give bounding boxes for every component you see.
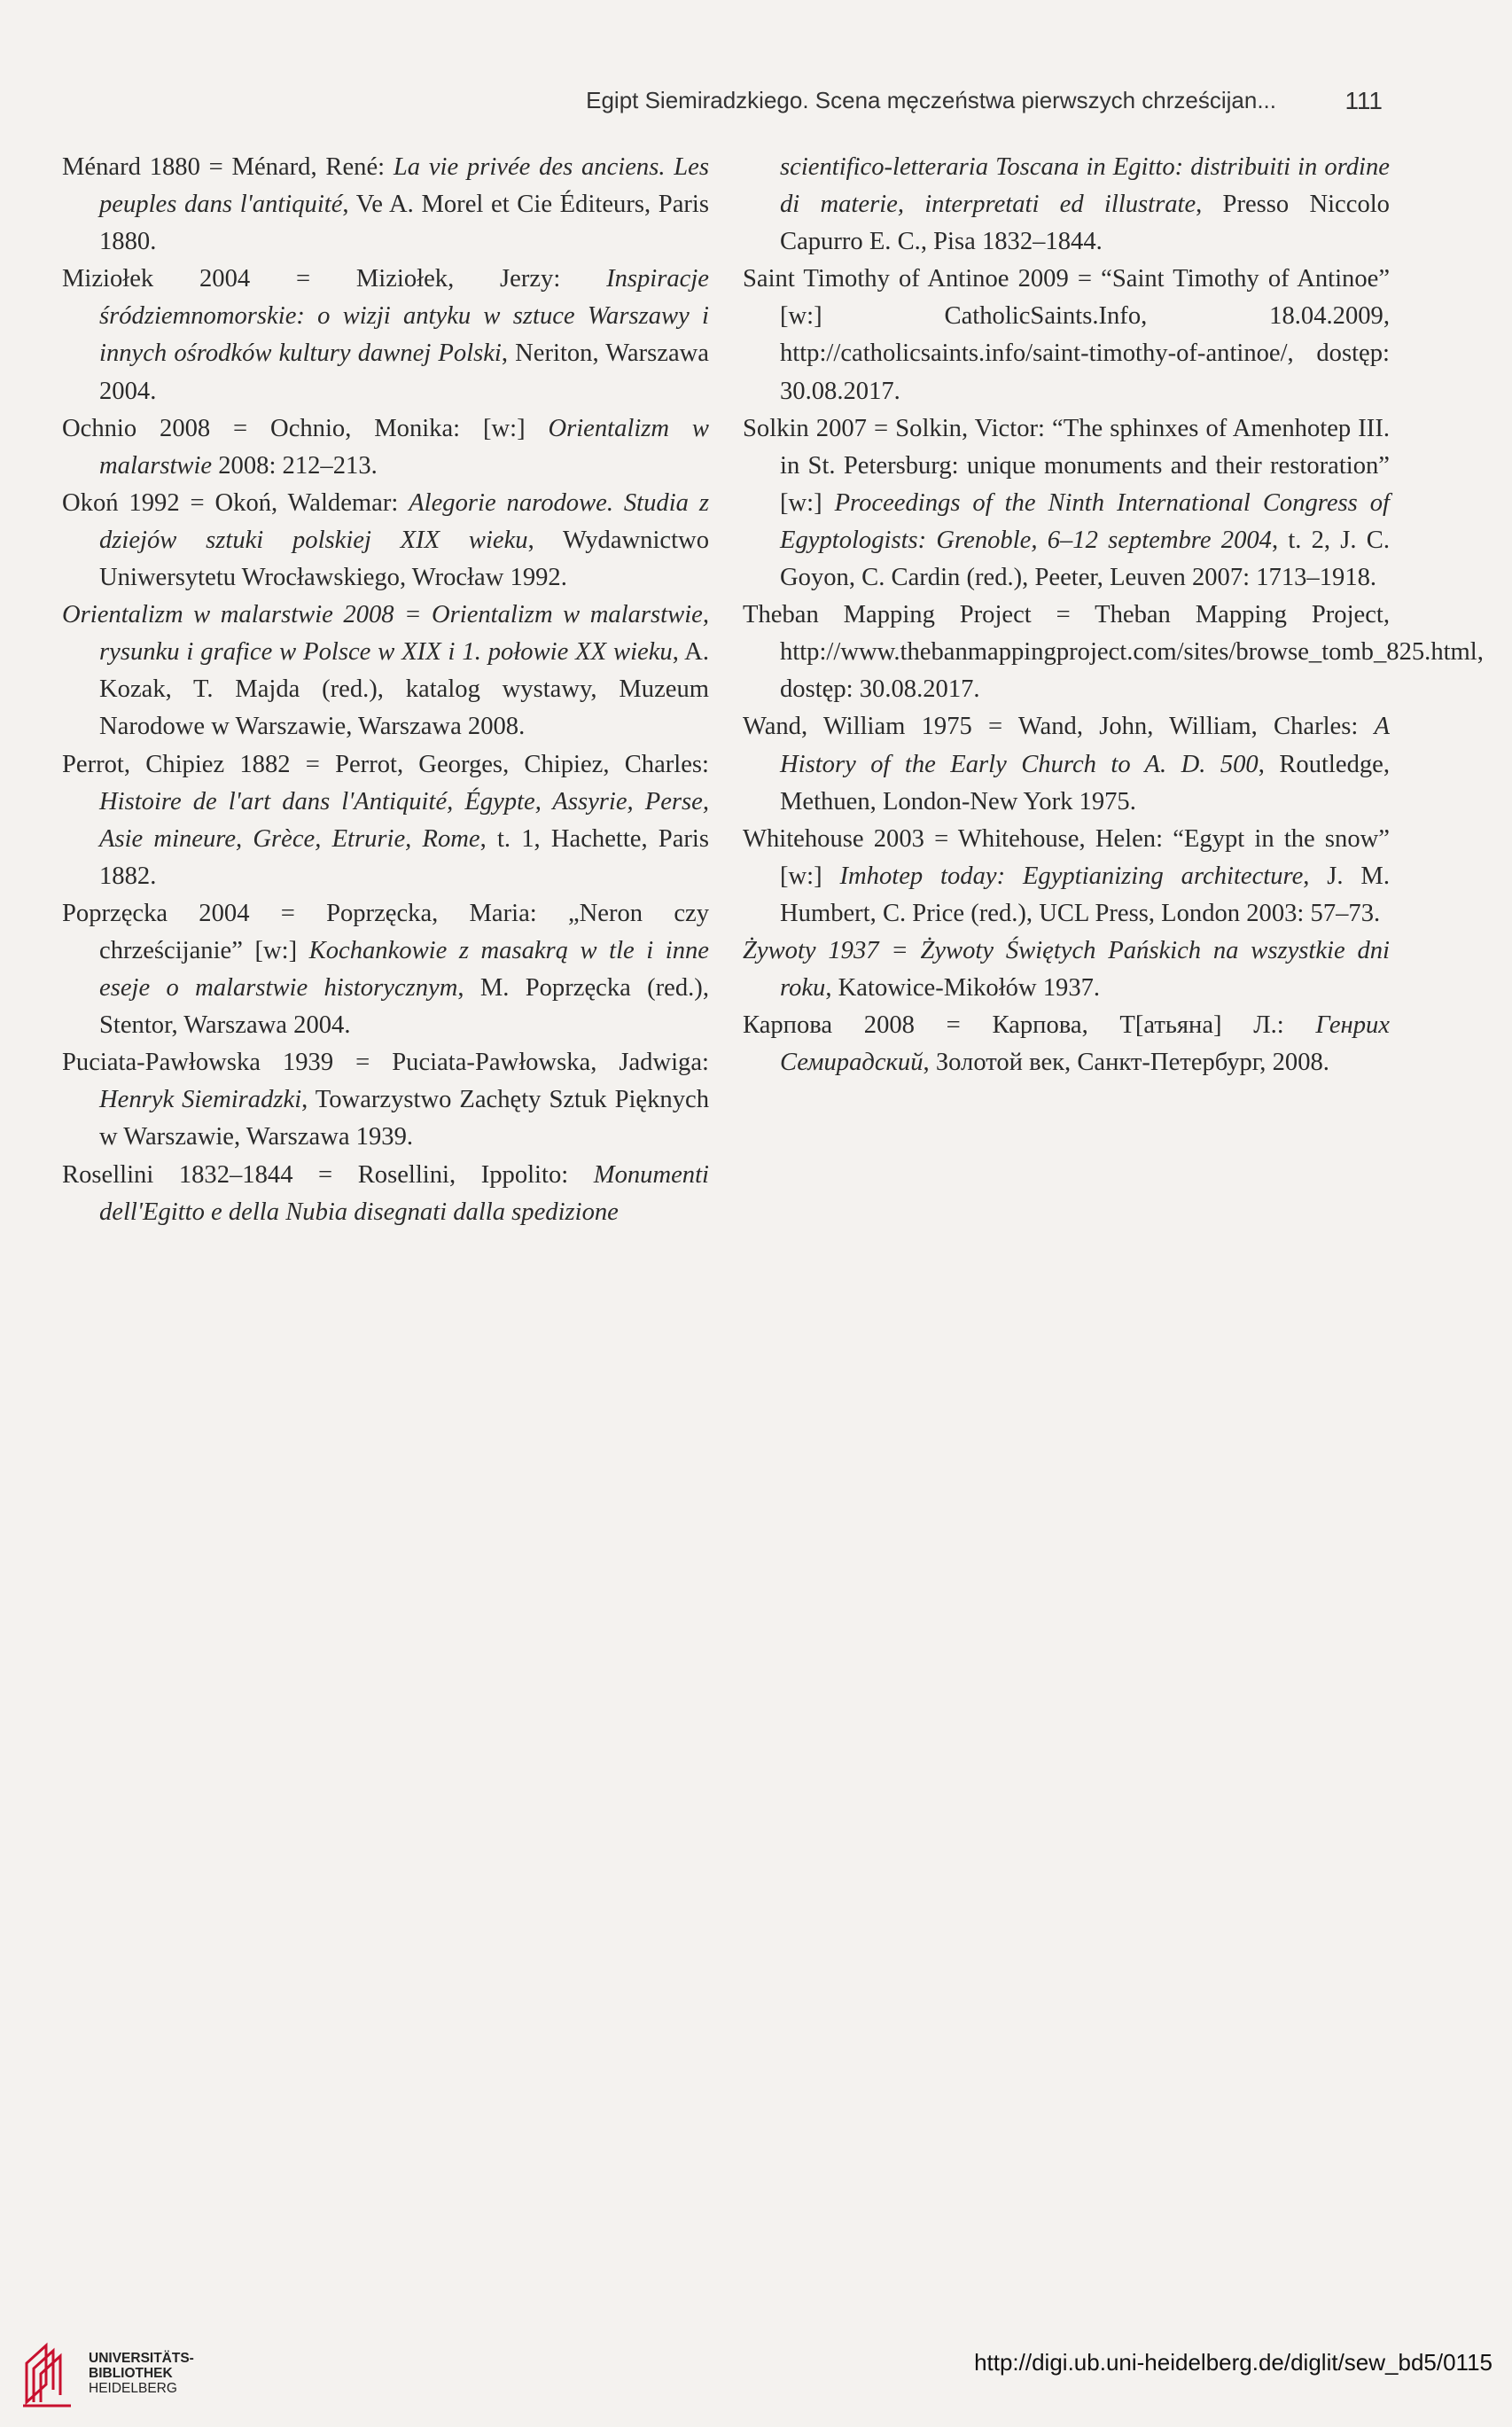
entry-title: Proceedings of the Ninth International Congress of Egyptologists: Grenoble, 6–12 septembre 2004 [780, 488, 1390, 554]
bibliography-entry [743, 410, 1390, 597]
entry-post: , Золотой век, Санкт-Петербург, 2008. [923, 1049, 1329, 1077]
running-title: Egipt Siemiradzkiego. Scena męczeństwa pierwszych chrześcijan... [586, 87, 1276, 113]
entry-pre: Solkin, Victor: “The sphinxes of Amenhotep III. in St. Petersburg: unique monuments and their restoration” [w:] [780, 414, 1390, 517]
logo-line-3: HEIDELBERG [89, 2381, 177, 2396]
entry-key: Okoń 1992 = [62, 488, 215, 517]
library-logo-icon [19, 2338, 82, 2409]
entry-pre: Miziołek, Jerzy: [355, 265, 607, 293]
entry-title: Orientalizm w malarstwie [99, 414, 709, 480]
entry-pre: Ochnio, Monika: [w:] [270, 414, 549, 442]
entry-pre: “Saint Timothy of Antinoe” [w:] CatholicSaints.Info, 18.04.2009, http://catholicsaints.info/saint-timothy-of-antinoe/, dostęp: 30.08.2017. [780, 265, 1391, 405]
entry-title: La vie privée des anciens. Les peuples dans l'antiquité [99, 153, 709, 219]
bibliography-entry [743, 149, 1390, 261]
bibliography-entry [62, 1157, 709, 1231]
entry-key: Wand, William 1975 = [743, 713, 1018, 741]
entry-title: scientifico-letteraria Toscana in Egitto: distribuiti in ordine di materie, interpretati ed illustrate [780, 153, 1390, 219]
entry-pre: Карпова, Т[атьяна] Л.: [992, 1011, 1316, 1040]
source-url[interactable]: http://digi.ub.uni-heidelberg.de/diglit/sew_bd5/0115 [974, 2349, 1493, 2376]
bibliography-entry [743, 261, 1390, 410]
entry-key: Puciata-Pawłowska 1939 = [62, 1049, 393, 1077]
entry-post: , Towarzystwo Zachęty Sztuk Pięknych w Warszawie, Warszawa 1939. [99, 1086, 709, 1151]
bibliography-entry [743, 597, 1484, 708]
entry-pre: Perrot, Georges, Chipiez, Charles: [335, 750, 709, 778]
entry-title: Inspiracje śródziemnomorskie: o wizji antyku w sztuce Warszawy i innych ośrodków kultury dawnej Polski [99, 265, 710, 368]
entry-pre: Whitehouse, Helen: “Egypt in the snow” [w:] [780, 824, 1390, 890]
entry-title: Alegorie narodowe. Studia z dziejów sztuki polskiej XIX wieku [99, 488, 709, 554]
entry-post: , J. M. Humbert, C. Price (red.), UCL Press, London 2003: 57–73. [780, 862, 1390, 927]
bibliography-entry [62, 597, 709, 745]
entry-post: , Neriton, Warszawa 2004. [99, 339, 709, 405]
bibliography-entry [743, 821, 1390, 933]
bibliography-entry [62, 149, 709, 261]
entry-post: , Katowice-Mikołów 1937. [825, 974, 1101, 1003]
entry-post: , Ve A. Morel et Cie Éditeurs, Paris 1880. [99, 191, 709, 256]
entry-post: , t. 2, J. C. Goyon, C. Cardin (red.), Peeter, Leuven 2007: 1713–1918. [780, 526, 1391, 592]
bibliography-entry [62, 485, 709, 597]
entry-pre: Theban Mapping Project, http://www.thebanmappingproject.com/sites/browse_tomb_825.html, dostęp: 30.08.2017. [780, 601, 1484, 704]
bibliography-entry [743, 933, 1390, 1007]
bibliography-entry [62, 1044, 709, 1156]
entry-pre: Wand, John, William, Charles: [1017, 713, 1375, 741]
entry-key: Miziołek 2004 = [62, 265, 356, 293]
entry-pre: Poprzęcka, Maria: „Neron czy chrześcijanie” [w:] [99, 899, 709, 964]
entry-post: , M. Poprzęcka (red.), Stentor, Warszawa 2004. [99, 974, 709, 1040]
entry-post: , t. 1, Hachette, Paris 1882. [99, 824, 709, 890]
entry-key: Solkin 2007 = [743, 414, 896, 442]
library-logo [19, 2338, 250, 2409]
entry-title: Генрих Семирадский [780, 1011, 1390, 1077]
entry-post: 2008: 212–213. [212, 451, 378, 480]
entry-title: Kochankowie z masakrą w tle i inne eseje o malarstwie historycznym [99, 936, 709, 1003]
entry-key: Saint Timothy of Antinoe 2009 = [743, 265, 1102, 293]
entry-post: , A. Kozak, T. Majda (red.), katalog wystawy, Muzeum Narodowe w Warszawie, Warszawa 2008. [99, 638, 709, 741]
bibliography-entry [743, 1007, 1390, 1081]
entry-title: Orientalizm w malarstwie 2008 = Orientalizm w malarstwie, rysunku i grafice w Polsce w XIX i 1. połowie XX wieku [62, 601, 709, 667]
entry-post: , Routledge, Methuen, London-New York 1975. [780, 750, 1390, 816]
entry-title: Histoire de l'art dans l'Antiquité, Égypte, Assyrie, Perse, Asie mineure, Grèce, Etrurie, Rome [99, 787, 709, 853]
entry-pre: Rosellini, Ippolito: [357, 1160, 594, 1189]
entry-key: Rosellini 1832–1844 = [62, 1160, 358, 1189]
entry-key: Theban Mapping Project = [743, 601, 1095, 629]
entry-key: Карпова 2008 = [743, 1011, 993, 1040]
entry-key: Ménard 1880 = [62, 153, 232, 181]
entry-post: , Wydawnictwo Uniwersytetu Wrocławskiego, Wrocław 1992. [99, 526, 710, 592]
page-number: 111 [1344, 87, 1383, 114]
logo-line-1: UNIVERSITÄTS- [89, 2351, 194, 2366]
entry-pre: Ménard, René: [231, 153, 394, 181]
entry-title: Monumenti dell'Egitto e della Nubia disegnati dalla spedizione [99, 1160, 709, 1226]
bibliography-right-column [743, 149, 1484, 1081]
entry-title: A History of the Early Church to A. D. 500 [780, 713, 1390, 778]
entry-key: Ochnio 2008 = [62, 414, 271, 442]
bibliography-left-column [62, 149, 709, 1231]
logo-line-2: BIBLIOTHEK [89, 2366, 173, 2381]
entry-key: Poprzęcka 2004 = [62, 899, 327, 927]
entry-title: Imhotep today: Egyptianizing architecture [839, 862, 1304, 890]
bibliography-entry [743, 708, 1390, 820]
bibliography-entry [62, 746, 709, 895]
bibliography-entry [62, 895, 709, 1044]
entry-pre: Okoń, Waldemar: [214, 488, 409, 517]
entry-key: Whitehouse 2003 = [743, 824, 958, 853]
bibliography-entry [62, 261, 709, 410]
library-logo-text [89, 2351, 194, 2396]
entry-key: Perrot, Chipiez 1882 = [62, 750, 336, 778]
entry-title: Henryk Siemiradzki [99, 1086, 302, 1114]
entry-pre: Puciata-Pawłowska, Jadwiga: [392, 1049, 709, 1077]
entry-title: Żywoty 1937 = Żywoty Świętych Pańskich na wszystkie dni roku [743, 936, 1390, 1003]
bibliography-entry [62, 410, 709, 485]
entry-post: , Presso Niccolo Capurro E. C., Pisa 1832–1844. [780, 191, 1390, 256]
